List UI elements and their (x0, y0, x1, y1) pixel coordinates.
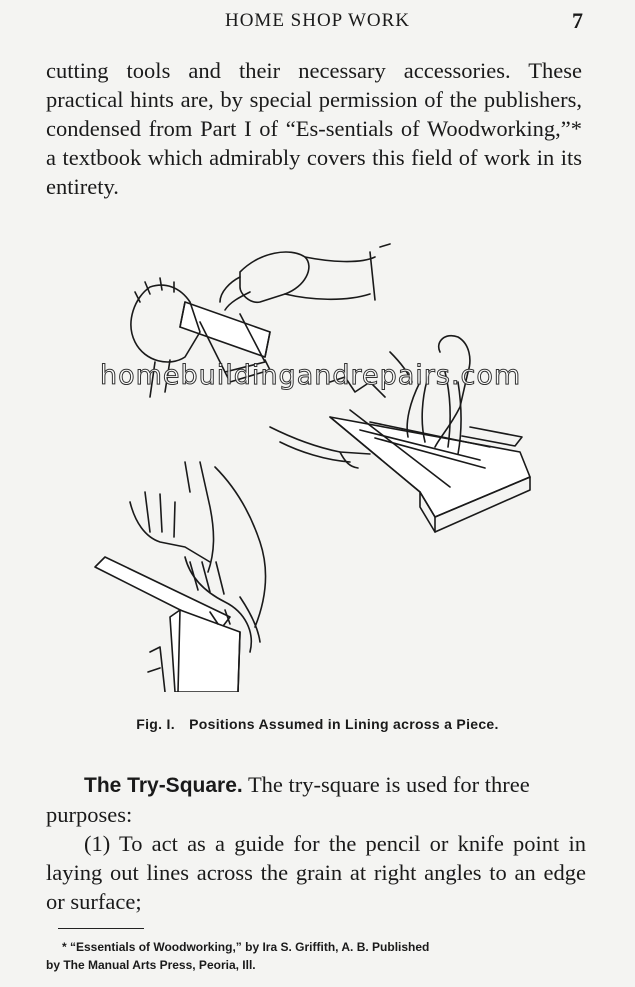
footnote-rule (58, 928, 144, 929)
intro-line: entirety. (46, 174, 119, 199)
footnote-line-1: * “Essentials of Woodworking,” by Ira S. Griffith, A. B. Published (62, 940, 430, 954)
intro-line: admirably covers this field of work in its (209, 145, 582, 170)
intro-line: of the publishers, condensed from Part I of “Es- (46, 87, 582, 141)
footnote (46, 938, 591, 974)
bottom-left-sketch (95, 462, 265, 692)
intro-line: cutting tools and their necessary accessories. (46, 58, 511, 83)
running-head: HOME SHOP WORK (224, 10, 411, 31)
try-square-section (46, 770, 586, 916)
figure-label: Fig. I. (136, 716, 175, 732)
watermark-text: homebuildingandrepairs.com (100, 360, 522, 391)
intro-paragraph (46, 56, 582, 201)
footnote-line-2: by The Manual Arts Press, Peoria, Ill. (46, 958, 256, 972)
page-number: 7 (572, 8, 583, 33)
section-heading: The Try-Square. (84, 774, 243, 797)
caption-text: Positions Assumed in Lining across a Piece. (189, 716, 499, 732)
purpose-item-1: (1) To act as a guide for the pencil or knife point in laying out lines across the grain at right angles to an edge or surface; (46, 831, 586, 914)
figure-illustration (90, 232, 550, 692)
figure-caption (0, 716, 635, 732)
intro-line: sentials of Woodworking,”* a textbook which (46, 116, 582, 170)
section-lead: The try-square is used for three purposes: (46, 772, 530, 827)
intro-line: These practical hints are, by special permission (46, 58, 582, 112)
try-square-illustration (90, 232, 550, 692)
section-lead-paragraph (46, 770, 586, 829)
